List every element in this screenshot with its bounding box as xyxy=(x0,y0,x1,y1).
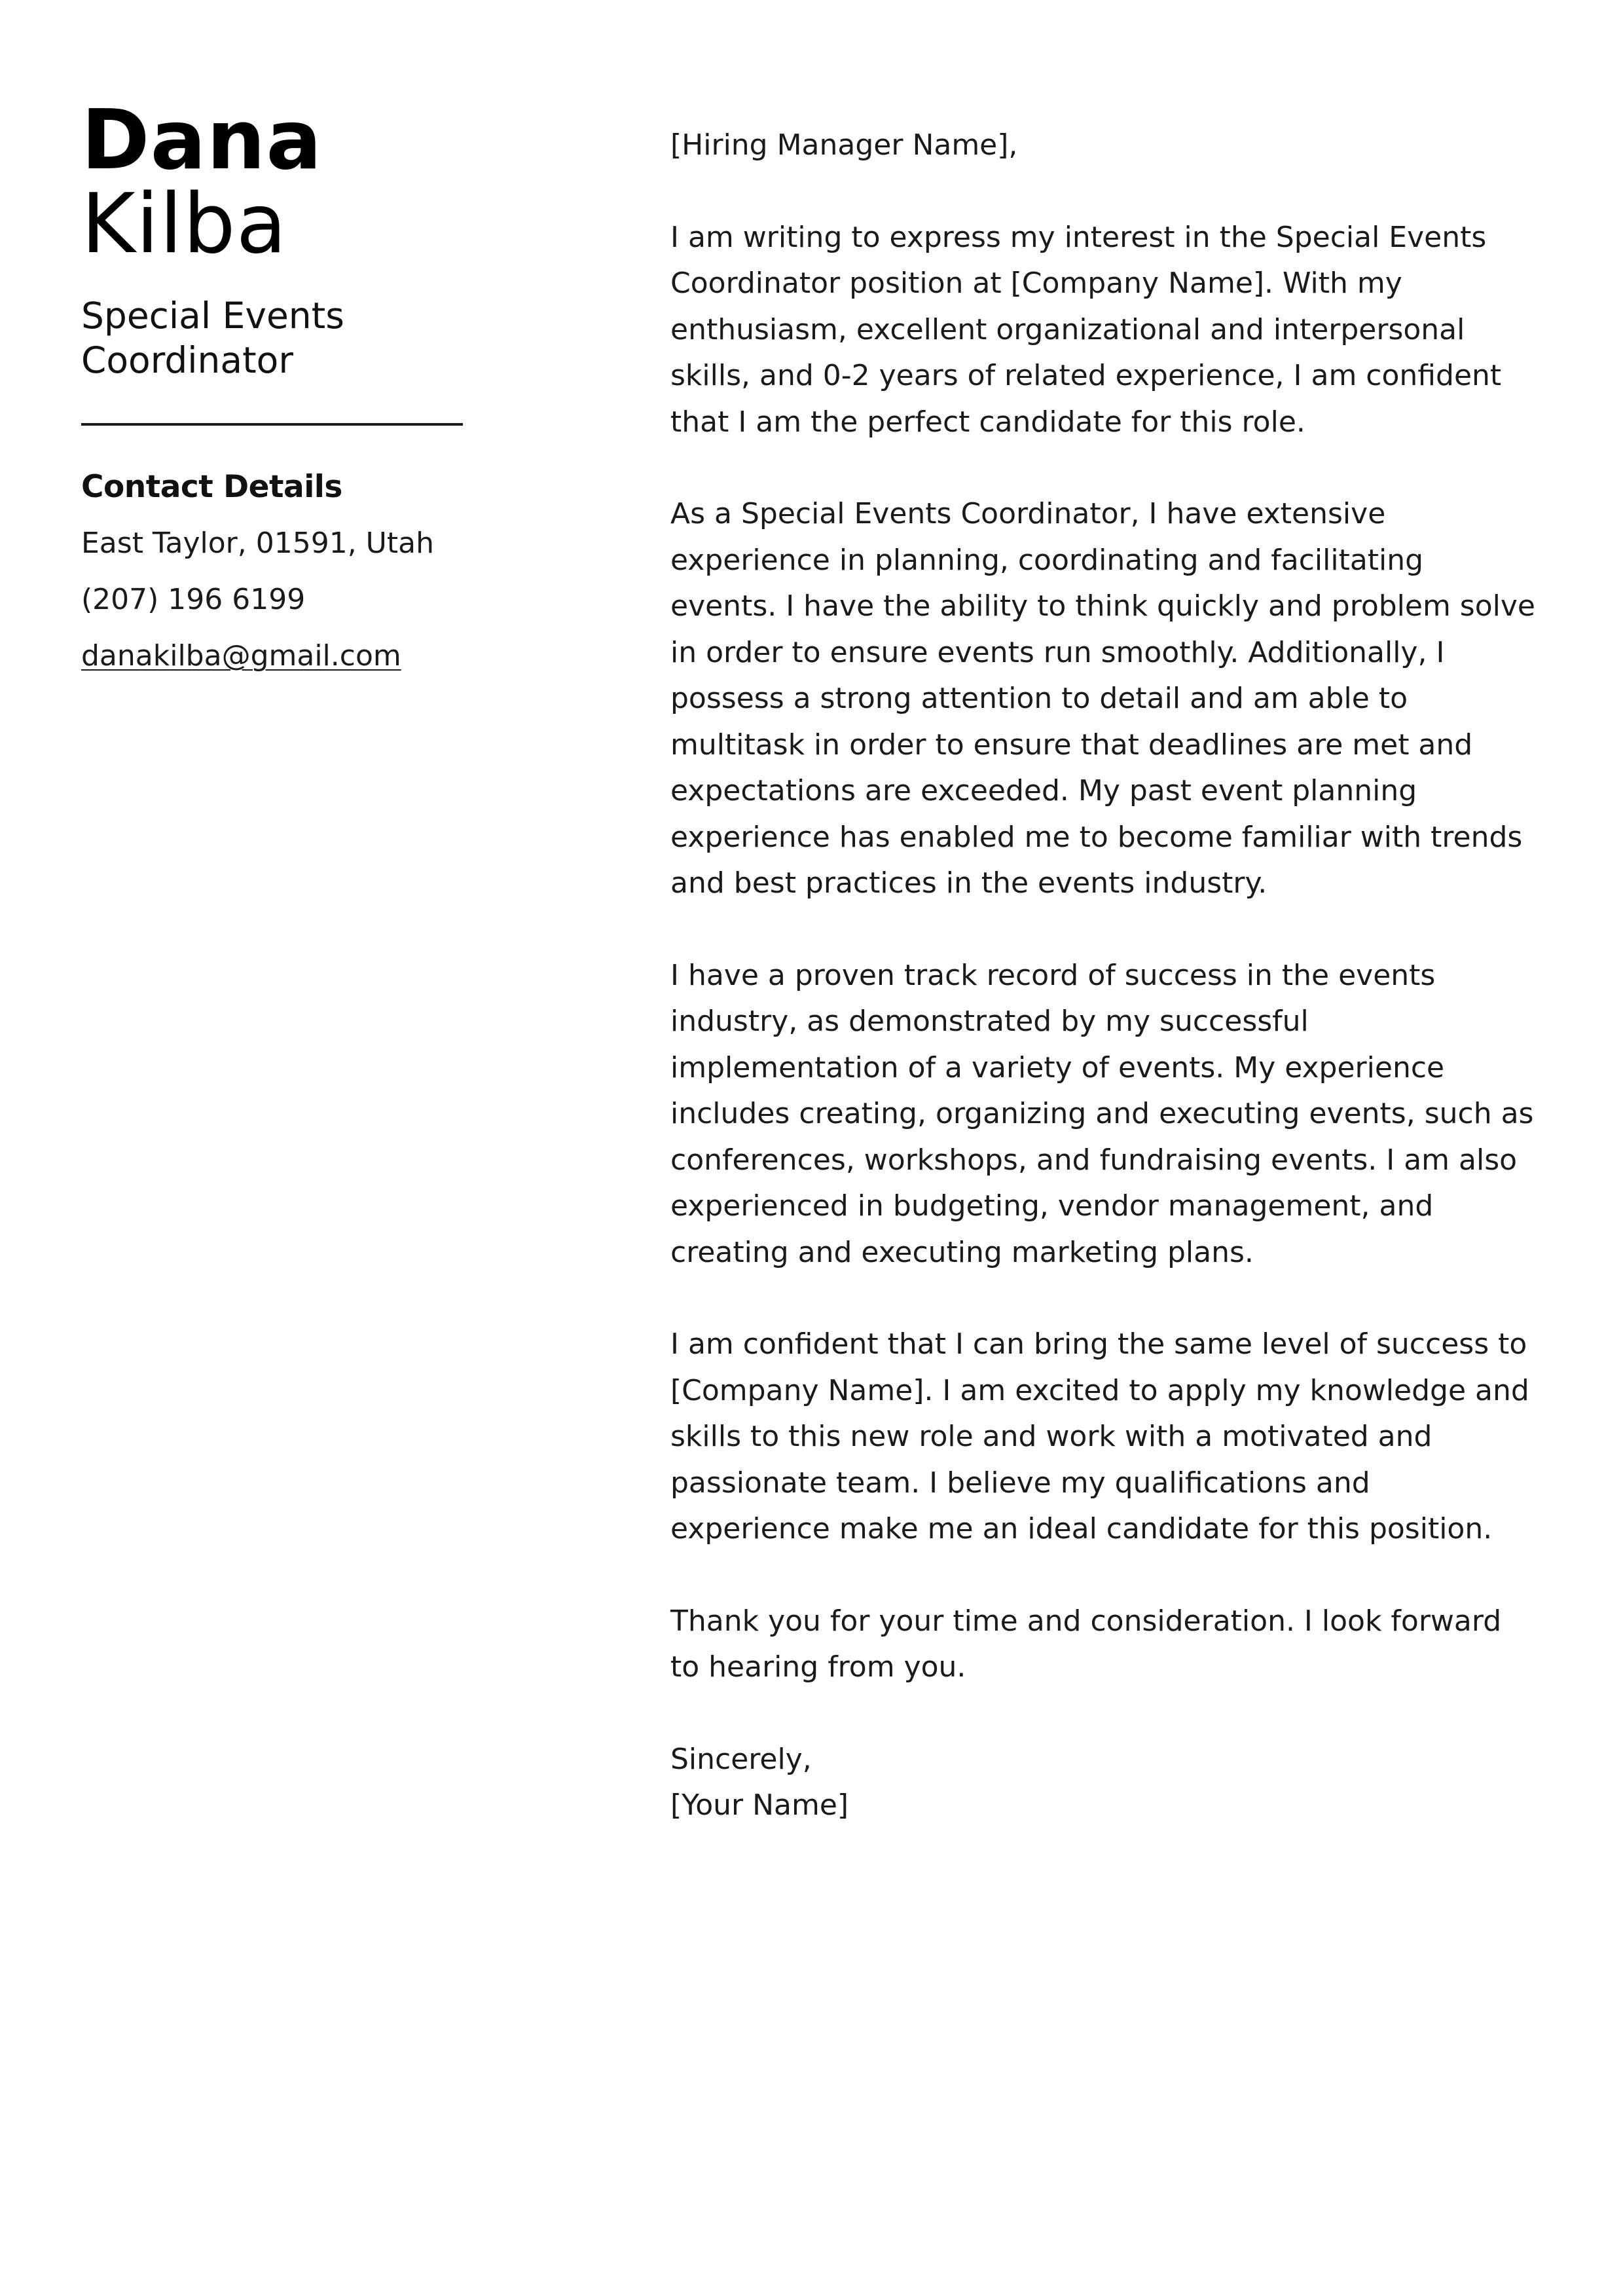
letter-paragraph: I am confident that I can bring the same level of success to [Company Name]. I am excited to apply my knowledge and skills to this new role and work with a motivated and passionate team. I believe my qualifications and experience make me an ideal candidate for this position. xyxy=(670,1327,1529,1546)
closing-block xyxy=(670,1737,1538,1829)
contact-email-link[interactable]: danakilba@gmail.com xyxy=(81,639,401,673)
contact-details-heading: Contact Details xyxy=(81,469,342,505)
contact-phone: (207) 196 6199 xyxy=(81,583,306,616)
first-name: Dana xyxy=(81,92,323,188)
letter-paragraph: I have a proven track record of success in the events industry, as demonstrated by my successful implementation of a variety of events. My experience includes creating, organizing and executing events, such as conferences, workshops, and fundraising events. I am also experienced in budgeting, vendor management, and creating and executing marketing plans. xyxy=(670,958,1534,1269)
closing: Sincerely, xyxy=(670,1742,812,1776)
letter-paragraph: Thank you for your time and consideration. I look forward to hearing from you. xyxy=(670,1604,1502,1684)
contact-address: East Taylor, 01591, Utah xyxy=(81,527,434,560)
candidate-name xyxy=(81,92,467,272)
signature: [Your Name] xyxy=(670,1788,849,1822)
letter-paragraph: As a Special Events Coordinator, I have extensive experience in planning, coordinating and facilitating events. I have the ability to think quickly and problem solve in order to ensure events run smoothly. Additionally, I possess a strong attention to detail and am able to multitask in order to ensure that deadlines are met and expectations are exceeded. My past event planning experience has enabled me to become familiar with trends and best practices in the events industry. xyxy=(670,497,1535,900)
letter-body xyxy=(670,122,1538,1829)
divider xyxy=(81,423,463,426)
sidebar xyxy=(81,92,467,675)
salutation: [Hiring Manager Name], xyxy=(670,128,1018,162)
last-name: Kilba xyxy=(81,176,287,272)
job-title: Special Events Coordinator xyxy=(81,295,344,381)
letter-paragraph: I am writing to express my interest in the Special Events Coordinator position at [Company Name]. With my enthusiasm, excellent organizational and interpersonal skills, and 0-2 years of related experience, I am confident that I am the perfect candidate for this role. xyxy=(670,220,1502,439)
